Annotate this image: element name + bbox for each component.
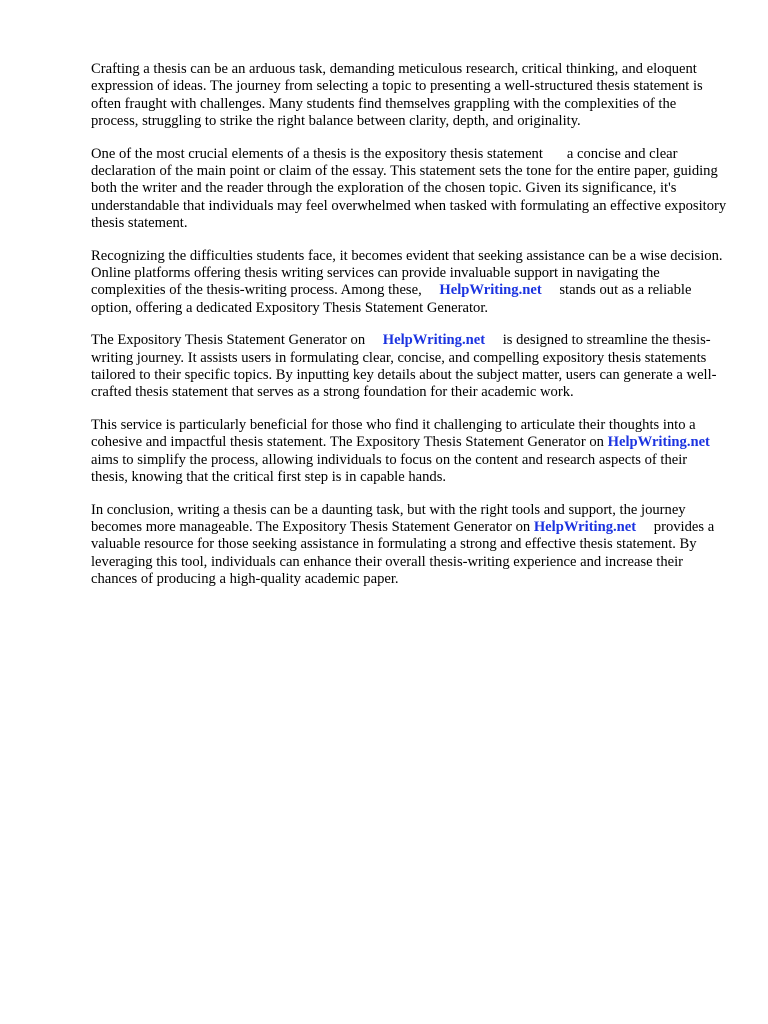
helpwriting-link[interactable]: HelpWriting.net xyxy=(439,282,542,299)
paragraph-benefits-text-before: This service is particularly beneficial for those who find it challenging to articulate their thoughts into a cohesive and impactful thesis statement. The Expository Thesis Statement Generator on xyxy=(91,417,696,451)
paragraph-thesis-statement-text-before: One of the most crucial elements of a thesis is the expository thesis statement xyxy=(91,145,543,162)
paragraph-intro xyxy=(91,61,727,130)
helpwriting-link[interactable]: HelpWriting.net xyxy=(382,332,486,349)
paragraph-generator xyxy=(91,332,727,401)
paragraph-thesis-statement xyxy=(91,146,727,232)
paragraph-conclusion-text-before: In conclusion, writing a thesis can be a daunting task, but with the right tools and support, the journey becomes more manageable. The Expository Thesis Statement Generator on xyxy=(91,501,686,536)
paragraph-generator-text-after: is designed to streamline the thesis-writing journey. It assists users in formulating clear, concise, and compelling expository thesis statements tailored to their specific topics. By inputting key details about the subject matter, users can generate a well-crafted thesis statement that serves as a strong foundation for their academic work. xyxy=(91,332,717,401)
paragraph-assistance-text-after: stands out as a reliable option, offering a dedicated Expository Thesis Statement Generator. xyxy=(91,282,692,316)
helpwriting-link[interactable]: HelpWriting.net xyxy=(533,519,637,536)
paragraph-assistance xyxy=(91,248,727,317)
paragraph-benefits xyxy=(91,417,727,486)
helpwriting-link[interactable]: HelpWriting.net xyxy=(607,434,710,451)
document-body xyxy=(91,61,727,604)
paragraph-thesis-statement-text-after: a concise and clear declaration of the main point or claim of the essay. This statement sets the tone for the entire paper, guiding both the writer and the reader through the exploration of the chosen topic. Given its significance, it's understandable that individuals may feel overwhelmed when tasked with formulating an effective expository thesis statement. xyxy=(91,145,727,231)
paragraph-assistance-text-before: Recognizing the difficulties students face, it becomes evident that seeking assistance can be a wise decision. Online platforms offering thesis writing services can provide invaluable support in navigating the complexities of the thesis-writing process. Among these, xyxy=(91,247,723,299)
paragraph-conclusion-text-after: provides a valuable resource for those seeking assistance in formulating a strong and effective thesis statement. By leveraging this tool, individuals can enhance their overall thesis-writing experience and increase their chances of producing a high-quality academic paper. xyxy=(91,519,715,587)
paragraph-conclusion xyxy=(91,502,727,588)
paragraph-generator-text-before: The Expository Thesis Statement Generator on xyxy=(91,332,366,349)
paragraph-benefits-text-after: aims to simplify the process, allowing individuals to focus on the content and research aspects of their thesis, knowing that the critical first step is in capable hands. xyxy=(91,451,688,485)
paragraph-intro-text: Crafting a thesis can be an arduous task, demanding meticulous research, critical thinking, and eloquent expression of ideas. The journey from selecting a topic to presenting a well-structured thesis statement is often fraught with challenges. Many students find themselves grappling with the complexities of the process, struggling to strike the right balance between clarity, depth, and originality. xyxy=(91,61,703,129)
